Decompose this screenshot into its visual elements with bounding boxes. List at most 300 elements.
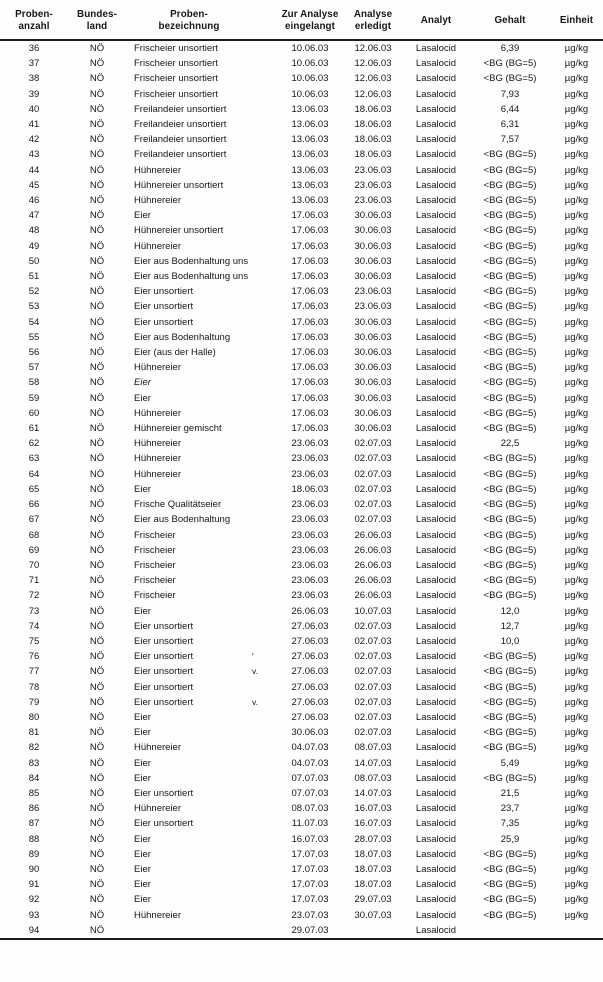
header-row <box>0 2 603 40</box>
table-row <box>0 467 603 482</box>
cell-gehalt: <BG (BG=5) <box>483 210 537 222</box>
cell-analyt: Lasalocid <box>415 605 457 617</box>
cell-note <box>252 193 276 208</box>
cell-bundesland: NÖ <box>89 407 105 419</box>
cell-note <box>252 740 276 755</box>
cell-probenanzahl: 84 <box>28 772 40 784</box>
cell-analyse-erledigt: 18.07.03 <box>354 879 392 891</box>
cell-zur-analyse-eingelangt: 17.06.03 <box>291 347 329 359</box>
cell-bundesland: NÖ <box>89 620 105 632</box>
cell-zur-analyse-eingelangt: 23.06.03 <box>291 590 329 602</box>
cell-analyt: Lasalocid <box>415 179 457 191</box>
cell-einheit: µg/kg <box>564 909 589 921</box>
cell-probenanzahl: 74 <box>28 620 40 632</box>
cell-note <box>252 132 276 147</box>
cell-analyt: Lasalocid <box>415 590 457 602</box>
cell-analyse-erledigt: 30.06.03 <box>354 271 392 283</box>
cell-gehalt: <BG (BG=5) <box>483 240 537 252</box>
cell-zur-analyse-eingelangt: 17.06.03 <box>291 316 329 328</box>
cell-zur-analyse-eingelangt: 17.07.03 <box>291 894 329 906</box>
cell-probenbezeichnung: Frischeier unsortiert <box>134 88 218 100</box>
cell-analyse-erledigt: 10.07.03 <box>354 605 392 617</box>
cell-probenanzahl: 71 <box>28 575 40 587</box>
cell-zur-analyse-eingelangt: 17.07.03 <box>291 879 329 891</box>
cell-gehalt: <BG (BG=5) <box>483 514 537 526</box>
cell-einheit: µg/kg <box>564 757 589 769</box>
cell-einheit: µg/kg <box>564 863 589 875</box>
cell-probenanzahl: 89 <box>28 848 40 860</box>
table-row <box>0 87 603 102</box>
table-row <box>0 102 603 117</box>
cell-probenbezeichnung: Hühnereier gemischt <box>134 423 222 435</box>
cell-bundesland: NÖ <box>89 362 105 374</box>
cell-bundesland: NÖ <box>89 301 105 313</box>
table-row <box>0 710 603 725</box>
cell-analyse-erledigt: 14.07.03 <box>354 787 392 799</box>
cell-note <box>252 832 276 847</box>
cell-zur-analyse-eingelangt: 17.06.03 <box>291 392 329 404</box>
cell-bundesland: NÖ <box>89 787 105 799</box>
cell-note <box>252 102 276 117</box>
cell-analyt: Lasalocid <box>415 772 457 784</box>
table-row <box>0 588 603 603</box>
table-row <box>0 345 603 360</box>
cell-probenbezeichnung: Hühnereier unsortiert <box>134 179 224 191</box>
cell-analyt: Lasalocid <box>415 711 457 723</box>
cell-probenanzahl: 58 <box>28 377 40 389</box>
cell-note <box>252 573 276 588</box>
cell-gehalt: <BG (BG=5) <box>483 316 537 328</box>
cell-einheit: µg/kg <box>564 88 589 100</box>
cell-zur-analyse-eingelangt: 26.06.03 <box>291 605 329 617</box>
cell-analyse-erledigt: 30.06.03 <box>354 225 392 237</box>
cell-gehalt: <BG (BG=5) <box>483 423 537 435</box>
cell-bundesland: NÖ <box>89 255 105 267</box>
cell-analyse-erledigt: 18.06.03 <box>354 103 392 115</box>
cell-note <box>252 923 276 939</box>
cell-einheit: µg/kg <box>564 772 589 784</box>
cell-analyse-erledigt: 02.07.03 <box>354 711 392 723</box>
cell-probenanzahl: 67 <box>28 514 40 526</box>
cell-gehalt: <BG (BG=5) <box>483 544 537 556</box>
cell-probenanzahl: 81 <box>28 727 40 739</box>
cell-einheit: µg/kg <box>564 635 589 647</box>
cell-einheit: µg/kg <box>564 681 589 693</box>
cell-bundesland: NÖ <box>89 879 105 891</box>
cell-analyse-erledigt: 08.07.03 <box>354 742 392 754</box>
cell-analyse-erledigt: 18.06.03 <box>354 119 392 131</box>
cell-probenanzahl: 61 <box>28 423 40 435</box>
cell-analyse-erledigt: 30.06.03 <box>354 362 392 374</box>
cell-zur-analyse-eingelangt: 17.06.03 <box>291 423 329 435</box>
cell-gehalt: <BG (BG=5) <box>483 483 537 495</box>
cell-zur-analyse-eingelangt: 23.06.03 <box>291 514 329 526</box>
cell-analyse-erledigt: 23.06.03 <box>354 195 392 207</box>
cell-zur-analyse-eingelangt: 10.06.03 <box>291 58 329 70</box>
cell-bundesland: NÖ <box>89 149 105 161</box>
cell-einheit: µg/kg <box>564 620 589 632</box>
cell-probenanzahl: 38 <box>28 73 40 85</box>
cell-zur-analyse-eingelangt: 27.06.03 <box>291 696 329 708</box>
cell-note: v. <box>252 666 258 677</box>
cell-note <box>252 497 276 512</box>
cell-probenbezeichnung: Frischeier <box>134 590 176 602</box>
cell-bundesland: NÖ <box>89 377 105 389</box>
cell-analyse-erledigt: 23.06.03 <box>354 164 392 176</box>
cell-bundesland: NÖ <box>89 119 105 131</box>
cell-gehalt: 6,39 <box>500 43 520 54</box>
cell-einheit: µg/kg <box>564 483 589 495</box>
cell-zur-analyse-eingelangt: 13.06.03 <box>291 179 329 191</box>
cell-note <box>252 892 276 907</box>
cell-analyt: Lasalocid <box>415 651 457 663</box>
cell-probenbezeichnung: Frischeier <box>134 559 176 571</box>
cell-zur-analyse-eingelangt: 10.06.03 <box>291 88 329 100</box>
cell-analyse-erledigt: 02.07.03 <box>354 681 392 693</box>
cell-note <box>252 254 276 269</box>
cell-bundesland: NÖ <box>89 894 105 906</box>
table-row <box>0 360 603 375</box>
cell-bundesland: NÖ <box>89 225 105 237</box>
cell-zur-analyse-eingelangt: 13.06.03 <box>291 164 329 176</box>
cell-analyse-erledigt: 12.06.03 <box>354 73 392 85</box>
cell-note <box>252 482 276 497</box>
table-row <box>0 223 603 238</box>
cell-analyse-erledigt: 23.06.03 <box>354 179 392 191</box>
cell-einheit: µg/kg <box>564 134 589 146</box>
cell-einheit: µg/kg <box>564 407 589 419</box>
cell-zur-analyse-eingelangt: 10.06.03 <box>291 73 329 85</box>
cell-probenbezeichnung: Frischeier <box>134 529 176 541</box>
cell-bundesland: NÖ <box>89 635 105 647</box>
cell-analyt: Lasalocid <box>415 483 457 495</box>
cell-probenanzahl: 60 <box>28 407 40 419</box>
cell-gehalt: 7,57 <box>500 134 520 146</box>
cell-analyse-erledigt: 26.06.03 <box>354 544 392 556</box>
cell-bundesland: NÖ <box>89 833 105 845</box>
cell-gehalt: 6,44 <box>500 103 520 115</box>
cell-zur-analyse-eingelangt: 17.06.03 <box>291 407 329 419</box>
table-row <box>0 847 603 862</box>
cell-analyt: Lasalocid <box>415 848 457 860</box>
cell-bundesland: NÖ <box>89 103 105 115</box>
cell-analyt: Lasalocid <box>415 286 457 298</box>
cell-note <box>252 816 276 831</box>
cell-analyt: Lasalocid <box>415 757 457 769</box>
cell-note <box>252 862 276 877</box>
col-header-probenbezeichnung: Proben- bezeichnung <box>126 2 252 40</box>
cell-analyt: Lasalocid <box>415 559 457 571</box>
cell-analyt: Lasalocid <box>415 696 457 708</box>
table-row <box>0 740 603 755</box>
cell-bundesland: NÖ <box>89 271 105 283</box>
cell-einheit: µg/kg <box>564 331 589 343</box>
cell-probenbezeichnung: Hühnereier <box>134 362 181 374</box>
cell-gehalt: <BG (BG=5) <box>483 575 537 587</box>
cell-bundesland: NÖ <box>89 468 105 480</box>
cell-gehalt: <BG (BG=5) <box>483 529 537 541</box>
col-header-probenanzahl: Proben- anzahl <box>0 2 68 40</box>
cell-probenanzahl: 92 <box>28 894 40 906</box>
cell-zur-analyse-eingelangt: 23.06.03 <box>291 468 329 480</box>
cell-probenbezeichnung: Freilandeier unsortiert <box>134 134 227 146</box>
cell-zur-analyse-eingelangt: 30.06.03 <box>291 727 329 739</box>
cell-probenanzahl: 88 <box>28 833 40 845</box>
cell-analyse-erledigt: 02.07.03 <box>354 620 392 632</box>
cell-analyt: Lasalocid <box>415 468 457 480</box>
cell-note <box>252 451 276 466</box>
cell-gehalt: <BG (BG=5) <box>483 225 537 237</box>
cell-bundesland: NÖ <box>89 73 105 85</box>
cell-einheit: µg/kg <box>564 894 589 906</box>
cell-zur-analyse-eingelangt: 17.06.03 <box>291 362 329 374</box>
cell-bundesland: NÖ <box>89 529 105 541</box>
cell-probenbezeichnung: Frischeier unsortiert <box>134 58 218 70</box>
cell-einheit: µg/kg <box>564 666 589 678</box>
cell-zur-analyse-eingelangt: 13.06.03 <box>291 195 329 207</box>
cell-analyt: Lasalocid <box>415 666 457 678</box>
cell-probenanzahl: 52 <box>28 286 40 298</box>
cell-gehalt: 7,35 <box>500 818 520 830</box>
cell-zur-analyse-eingelangt: 18.06.03 <box>291 483 329 495</box>
cell-einheit: µg/kg <box>564 711 589 723</box>
cell-note <box>252 56 276 71</box>
table-row <box>0 649 603 664</box>
cell-gehalt: <BG (BG=5) <box>483 362 537 374</box>
cell-note <box>252 208 276 223</box>
cell-bundesland: NÖ <box>89 590 105 602</box>
cell-analyt: Lasalocid <box>415 894 457 906</box>
cell-probenanzahl: 45 <box>28 179 40 191</box>
cell-gehalt <box>470 923 550 939</box>
table-body <box>0 40 603 939</box>
cell-analyse-erledigt: 30.07.03 <box>354 909 392 921</box>
cell-zur-analyse-eingelangt: 17.06.03 <box>291 286 329 298</box>
cell-note: v. <box>252 696 258 707</box>
cell-analyt: Lasalocid <box>415 271 457 283</box>
cell-probenanzahl: 48 <box>28 225 40 237</box>
cell-note <box>252 117 276 132</box>
cell-probenbezeichnung: Eier <box>134 848 151 860</box>
cell-analyt: Lasalocid <box>415 331 457 343</box>
cell-analyt: Lasalocid <box>415 453 457 465</box>
cell-note <box>252 558 276 573</box>
table-row <box>0 801 603 816</box>
table-row <box>0 528 603 543</box>
cell-probenanzahl: 75 <box>28 635 40 647</box>
col-header-einheit: Einheit <box>550 2 603 40</box>
cell-zur-analyse-eingelangt: 17.06.03 <box>291 271 329 283</box>
cell-note <box>252 71 276 86</box>
cell-probenbezeichnung: Eier <box>134 833 151 845</box>
cell-einheit: µg/kg <box>564 286 589 298</box>
cell-probenbezeichnung: Eier <box>134 605 151 617</box>
cell-probenanzahl: 43 <box>28 149 40 161</box>
cell-zur-analyse-eingelangt: 17.07.03 <box>291 848 329 860</box>
cell-probenbezeichnung: Freilandeier unsortiert <box>134 149 227 161</box>
cell-probenanzahl: 69 <box>28 544 40 556</box>
cell-gehalt: <BG (BG=5) <box>483 590 537 602</box>
cell-note <box>252 40 276 56</box>
cell-analyt: Lasalocid <box>415 88 457 100</box>
table-row <box>0 315 603 330</box>
cell-analyt: Lasalocid <box>415 803 457 815</box>
cell-analyse-erledigt: 16.07.03 <box>354 818 392 830</box>
table-row <box>0 451 603 466</box>
cell-analyt: Lasalocid <box>415 362 457 374</box>
cell-einheit: µg/kg <box>564 803 589 815</box>
cell-probenanzahl: 41 <box>28 119 40 131</box>
cell-analyt: Lasalocid <box>415 240 457 252</box>
cell-probenanzahl: 62 <box>28 438 40 450</box>
cell-probenbezeichnung: Eier <box>134 879 151 891</box>
cell-analyt: Lasalocid <box>415 225 457 237</box>
cell-probenbezeichnung: Freilandeier unsortiert <box>134 103 227 115</box>
col-header-note <box>252 2 276 40</box>
cell-bundesland: NÖ <box>89 483 105 495</box>
cell-probenanzahl: 90 <box>28 863 40 875</box>
cell-bundesland: NÖ <box>89 347 105 359</box>
cell-bundesland: NÖ <box>89 863 105 875</box>
cell-gehalt: 7,93 <box>500 88 520 100</box>
cell-analyt: Lasalocid <box>415 879 457 891</box>
table-row <box>0 299 603 314</box>
table-row <box>0 497 603 512</box>
cell-gehalt: <BG (BG=5) <box>483 696 537 708</box>
cell-analyse-erledigt: 18.06.03 <box>354 134 392 146</box>
cell-analyt: Lasalocid <box>415 529 457 541</box>
cell-probenanzahl: 56 <box>28 347 40 359</box>
cell-gehalt: <BG (BG=5) <box>483 58 537 70</box>
cell-einheit: µg/kg <box>564 438 589 450</box>
cell-note <box>252 269 276 284</box>
cell-probenbezeichnung: Eier unsortiert <box>134 316 194 328</box>
cell-bundesland: NÖ <box>89 210 105 222</box>
cell-analyt: Lasalocid <box>415 149 457 161</box>
cell-einheit: µg/kg <box>564 240 589 252</box>
cell-probenanzahl: 87 <box>28 818 40 830</box>
table-row <box>0 695 603 710</box>
cell-probenbezeichnung: Eier unsortiert <box>134 635 194 647</box>
cell-gehalt: <BG (BG=5) <box>483 286 537 298</box>
cell-einheit: µg/kg <box>564 787 589 799</box>
cell-gehalt: <BG (BG=5) <box>483 559 537 571</box>
cell-note <box>252 847 276 862</box>
cell-note <box>252 391 276 406</box>
table-row <box>0 680 603 695</box>
cell-probenbezeichnung: Hühnereier <box>134 240 181 252</box>
cell-einheit: µg/kg <box>564 392 589 404</box>
cell-zur-analyse-eingelangt: 23.06.03 <box>291 438 329 450</box>
document-page <box>0 2 603 982</box>
cell-note <box>252 284 276 299</box>
table-row <box>0 147 603 162</box>
cell-note <box>252 163 276 178</box>
cell-probenanzahl: 76 <box>28 651 40 663</box>
cell-probenanzahl: 44 <box>28 164 40 176</box>
cell-gehalt: <BG (BG=5) <box>483 407 537 419</box>
cell-analyse-erledigt: 02.07.03 <box>354 468 392 480</box>
cell-einheit: µg/kg <box>564 605 589 617</box>
cell-analyt: Lasalocid <box>415 787 457 799</box>
cell-note <box>252 345 276 360</box>
table-row <box>0 634 603 649</box>
cell-analyse-erledigt: 30.06.03 <box>354 240 392 252</box>
cell-note <box>252 756 276 771</box>
cell-gehalt: <BG (BG=5) <box>483 453 537 465</box>
cell-analyt: Lasalocid <box>415 742 457 754</box>
cell-gehalt: 12,0 <box>500 605 520 617</box>
cell-zur-analyse-eingelangt: 04.07.03 <box>291 757 329 769</box>
cell-probenbezeichnung: Freilandeier unsortiert <box>134 119 227 131</box>
cell-probenanzahl: 77 <box>28 666 40 678</box>
cell-analyt: Lasalocid <box>415 727 457 739</box>
cell-zur-analyse-eingelangt: 10.06.03 <box>291 43 329 54</box>
cell-note <box>252 528 276 543</box>
table-row <box>0 117 603 132</box>
cell-probenbezeichnung: Eier <box>134 772 151 784</box>
cell-bundesland: NÖ <box>89 924 105 936</box>
table-row <box>0 330 603 345</box>
cell-note <box>252 634 276 649</box>
cell-gehalt: <BG (BG=5) <box>483 73 537 85</box>
cell-gehalt: 21,5 <box>500 787 520 799</box>
cell-analyt: Lasalocid <box>415 316 457 328</box>
table-row <box>0 512 603 527</box>
table-row <box>0 923 603 939</box>
lab-results-table <box>0 2 603 940</box>
cell-analyt: Lasalocid <box>415 681 457 693</box>
cell-note <box>252 588 276 603</box>
cell-probenanzahl: 85 <box>28 787 40 799</box>
cell-bundesland: NÖ <box>89 43 105 54</box>
cell-gehalt: <BG (BG=5) <box>483 255 537 267</box>
col-header-analyt: Analyt <box>402 2 470 40</box>
cell-bundesland: NÖ <box>89 88 105 100</box>
table-row <box>0 558 603 573</box>
cell-note <box>252 87 276 102</box>
cell-analyse-erledigt: 12.06.03 <box>354 43 392 54</box>
cell-bundesland: NÖ <box>89 179 105 191</box>
cell-probenbezeichnung: Hühnereier <box>134 742 181 754</box>
cell-zur-analyse-eingelangt: 23.06.03 <box>291 544 329 556</box>
cell-einheit: µg/kg <box>564 255 589 267</box>
col-header-gehalt: Gehalt <box>470 2 550 40</box>
cell-analyt: Lasalocid <box>415 134 457 146</box>
cell-probenbezeichnung: Frische Qualitätseier <box>134 499 222 511</box>
cell-einheit: µg/kg <box>564 544 589 556</box>
cell-analyse-erledigt: 02.07.03 <box>354 453 392 465</box>
cell-probenbezeichnung: Hühnereier unsortiert <box>134 225 224 237</box>
cell-analyse-erledigt: 08.07.03 <box>354 772 392 784</box>
cell-bundesland: NÖ <box>89 134 105 146</box>
table-row <box>0 543 603 558</box>
cell-einheit: µg/kg <box>564 423 589 435</box>
col-header-analyse-erledigt: Analyse erledigt <box>344 2 402 40</box>
cell-zur-analyse-eingelangt: 27.06.03 <box>291 681 329 693</box>
cell-bundesland: NÖ <box>89 848 105 860</box>
cell-gehalt: <BG (BG=5) <box>483 179 537 191</box>
cell-probenbezeichnung: Hühnereier <box>134 195 181 207</box>
cell-note <box>252 406 276 421</box>
cell-probenbezeichnung: Eier (aus der Halle) <box>134 347 216 359</box>
cell-probenbezeichnung: Eier aus Bodenhaltung uns <box>134 271 249 283</box>
cell-analyt: Lasalocid <box>415 392 457 404</box>
cell-bundesland: NÖ <box>89 651 105 663</box>
cell-bundesland: NÖ <box>89 666 105 678</box>
cell-zur-analyse-eingelangt: 23.06.03 <box>291 575 329 587</box>
cell-analyse-erledigt: 26.06.03 <box>354 590 392 602</box>
